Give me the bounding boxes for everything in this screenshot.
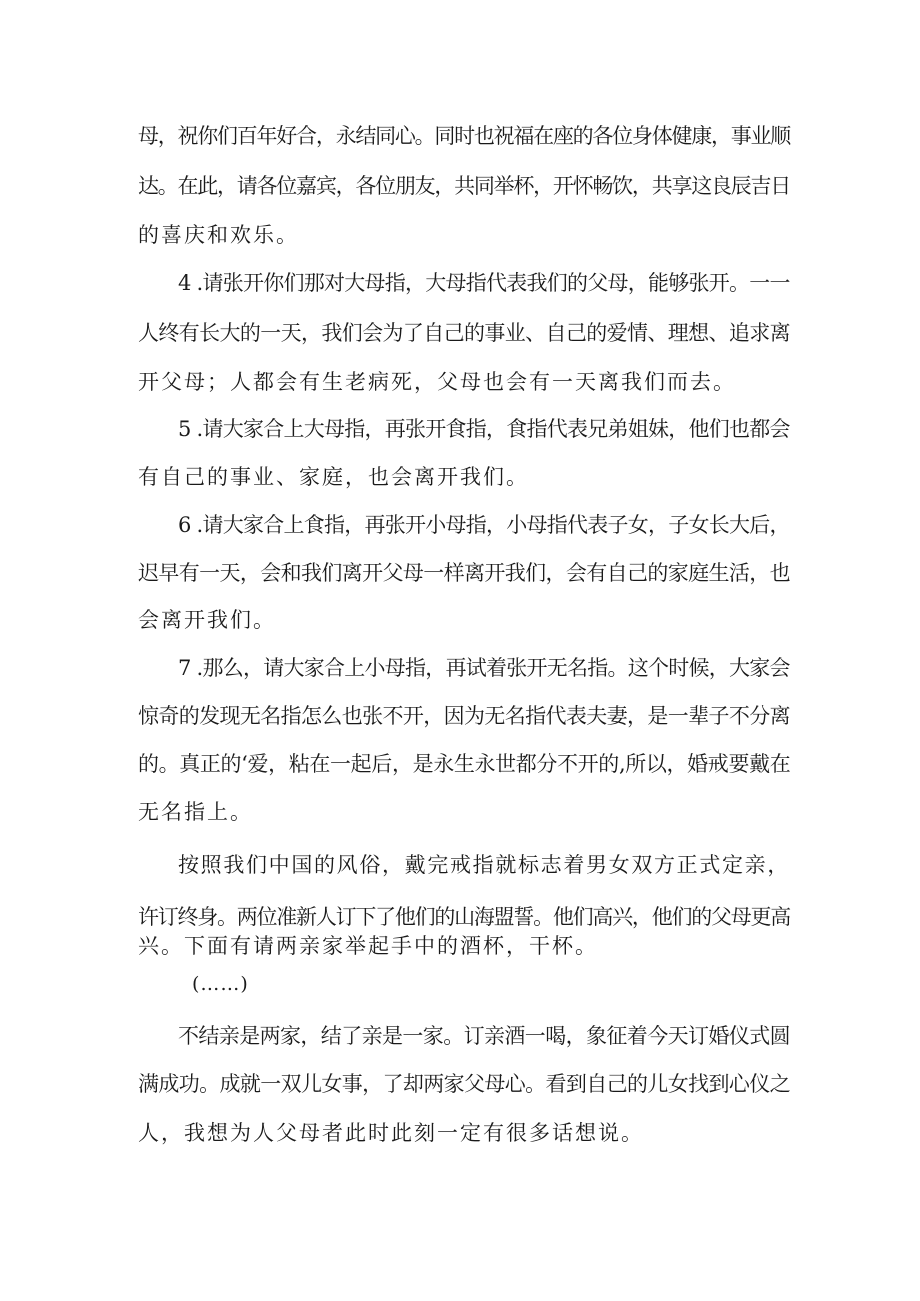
text-line: 人，我想为人父母者此时此刻一定有很多话想说。 — [138, 1121, 644, 1145]
text-line: 达。在此，请各位嘉宾，各位朋友，共同举杯，开怀畅饮，共享这良辰吉日 — [138, 174, 790, 198]
text-line: 迟早有一天，会和我们离开父母一样离开我们，会有自己的家庭生活，也 — [138, 561, 790, 585]
text-line: 的。真正的‘爱，粘在一起后，是永生永世都分不开的,所以，婚戒要戴在 — [138, 752, 791, 776]
text-line: 满成功。成就一双儿女事，了却两家父母心。看到自己的儿女找到心仪之 — [138, 1072, 790, 1096]
paragraph-line: 按照我们中国的风俗，戴完戒指就标志着男女双方正式定亲， — [178, 853, 790, 877]
paragraph-line: 不结亲是两家，结了亲是一家。订亲酒一喝，象征着今天订婚仪式圆 — [178, 1024, 790, 1048]
text-line: 母，祝你们百年好合，永结同心。同时也祝福在座的各位身体健康，事业顺 — [138, 124, 790, 148]
text-line: 兴。下面有请两亲家举起手中的酒杯，干杯。 — [138, 934, 598, 958]
text-line: 无名指上。 — [138, 800, 253, 824]
ellipsis-note: (……) — [192, 973, 249, 995]
item-5-line: 5 .请大家合上大母指，再张开食指，食指代表兄弟姐妹，他们也都会 — [178, 417, 790, 441]
text-line: 惊奇的发现无名指怎么也张不开，因为无名指代表夫妻，是一辈子不分离 — [138, 704, 790, 728]
item-7-line: 7 .那么，请大家合上小母指，再试着张开无名指。这个时候，大家会 — [178, 656, 790, 680]
item-6-line: 6 .请大家合上食指，再张开小母指，小母指代表子女，子女长大后， — [178, 513, 790, 537]
text-line: 会离开我们。 — [138, 608, 276, 632]
text-line: 开父母；人都会有生老病死，父母也会有一天离我们而去。 — [138, 370, 736, 394]
text-line: 有自己的事业、家庭，也会离开我们。 — [138, 465, 529, 489]
text-line: 的喜庆和欢乐。 — [138, 223, 299, 247]
text-line: 许订终身。两位准新人订下了他们的山海盟誓。他们高兴，他们的父母更高 — [138, 905, 790, 929]
text-line: 人终有长大的一天，我们会为了自己的事业、自己的爱情、理想、追求离 — [138, 321, 790, 345]
item-4-line: 4 .请张开你们那对大母指，大母指代表我们的父母，能够张开。一一 — [178, 271, 790, 295]
